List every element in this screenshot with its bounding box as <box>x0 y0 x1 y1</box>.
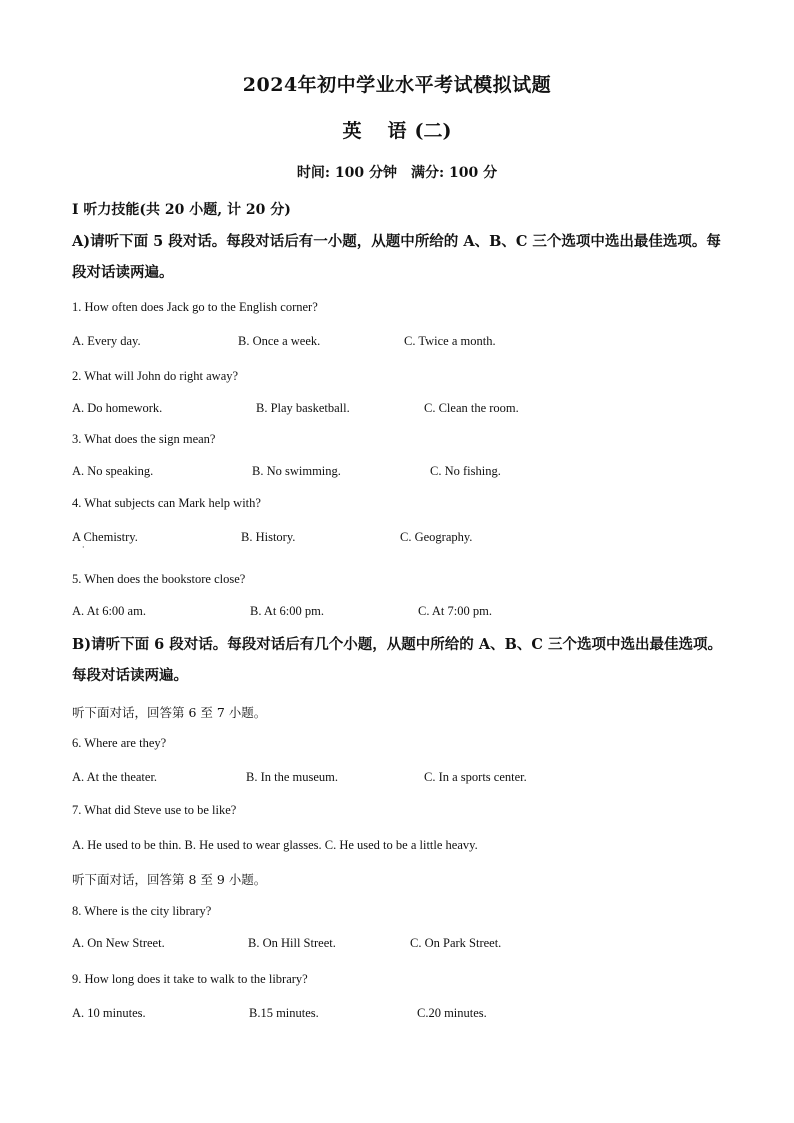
q4-option-a: A Chemistry. <box>72 530 138 544</box>
question-5: 5. When does the bookstore close? <box>72 572 246 586</box>
q8-option-b: B. On Hill Street. <box>248 936 336 950</box>
paper-number: (二) <box>414 120 452 142</box>
question-8: 8. Where is the city library? <box>72 904 212 918</box>
subject-char-2: 语 <box>387 120 407 142</box>
q4-option-b: B. History. <box>241 530 296 544</box>
q3-option-c: C. No fishing. <box>430 464 501 478</box>
q5-option-c: C. At 7:00 pm. <box>418 604 492 618</box>
q6-option-b: B. In the museum. <box>246 770 339 784</box>
q6-option-c: C. In a sports center. <box>424 770 527 784</box>
subject-title <box>0 116 794 143</box>
q2-option-c: C. Clean the room. <box>424 401 519 415</box>
listening-note-2: 听下面对话，回答第 8 至 9 小题。 <box>72 872 267 887</box>
time-limit: 时间: 100 分钟 <box>296 165 397 181</box>
q5-option-a: A. At 6:00 am. <box>72 604 146 618</box>
q3-option-a: A. No speaking. <box>72 464 154 478</box>
q1-option-b: B. Once a week. <box>238 334 321 348</box>
exam-title: 2024年初中学业水平考试模拟试题 <box>242 74 552 96</box>
question-7: 7. What did Steve use to be like? <box>72 803 237 817</box>
q3-option-b: B. No swimming. <box>252 464 341 478</box>
q9-option-c: C.20 minutes. <box>417 1006 487 1020</box>
question-2: 2. What will John do right away? <box>72 369 239 383</box>
q2-option-b: B. Play basketball. <box>256 401 350 415</box>
section-heading: I 听力技能(共 20 小题, 计 20 分) <box>72 202 291 218</box>
subject-char-1: 英 <box>342 120 362 142</box>
q2-option-a: A. Do homework. <box>72 401 163 415</box>
q6-option-a: A. At the theater. <box>72 770 158 784</box>
part-b-instructions: B)请听下面 6 段对话。每段对话后有几个小题，从题中所给的 A、B、C 三个选项中选出最佳选项。每段对话读两遍。 <box>72 636 722 684</box>
q1-option-c: C. Twice a month. <box>404 334 496 348</box>
question-9: 9. How long does it take to walk to the library? <box>72 972 308 986</box>
full-score: 满分: 100 分 <box>411 165 498 181</box>
part-a-instructions: A)请听下面 5 段对话。每段对话后有一小题，从题中所给的 A、B、C 三个选项中选出最佳选项。每段对话读两遍。 <box>72 233 721 281</box>
q4-dot-mark: · <box>82 543 85 552</box>
exam-info <box>0 162 794 182</box>
q7-options: A. He used to be thin. B. He used to wear glasses. C. He used to be a little heavy. <box>72 838 478 852</box>
q8-option-a: A. On New Street. <box>72 936 165 950</box>
question-1: 1. How often does Jack go to the English corner? <box>72 300 318 314</box>
question-3: 3. What does the sign mean? <box>72 432 216 446</box>
q4-option-c: C. Geography. <box>400 530 473 544</box>
q1-option-a: A. Every day. <box>72 334 141 348</box>
q5-option-b: B. At 6:00 pm. <box>250 604 324 618</box>
q9-option-b: B.15 minutes. <box>249 1006 319 1020</box>
question-4: 4. What subjects can Mark help with? <box>72 496 261 510</box>
listening-note-1: 听下面对话，回答第 6 至 7 小题。 <box>72 705 267 720</box>
question-6: 6. Where are they? <box>72 736 167 750</box>
q9-option-a: A. 10 minutes. <box>72 1006 146 1020</box>
q8-option-c: C. On Park Street. <box>410 936 502 950</box>
